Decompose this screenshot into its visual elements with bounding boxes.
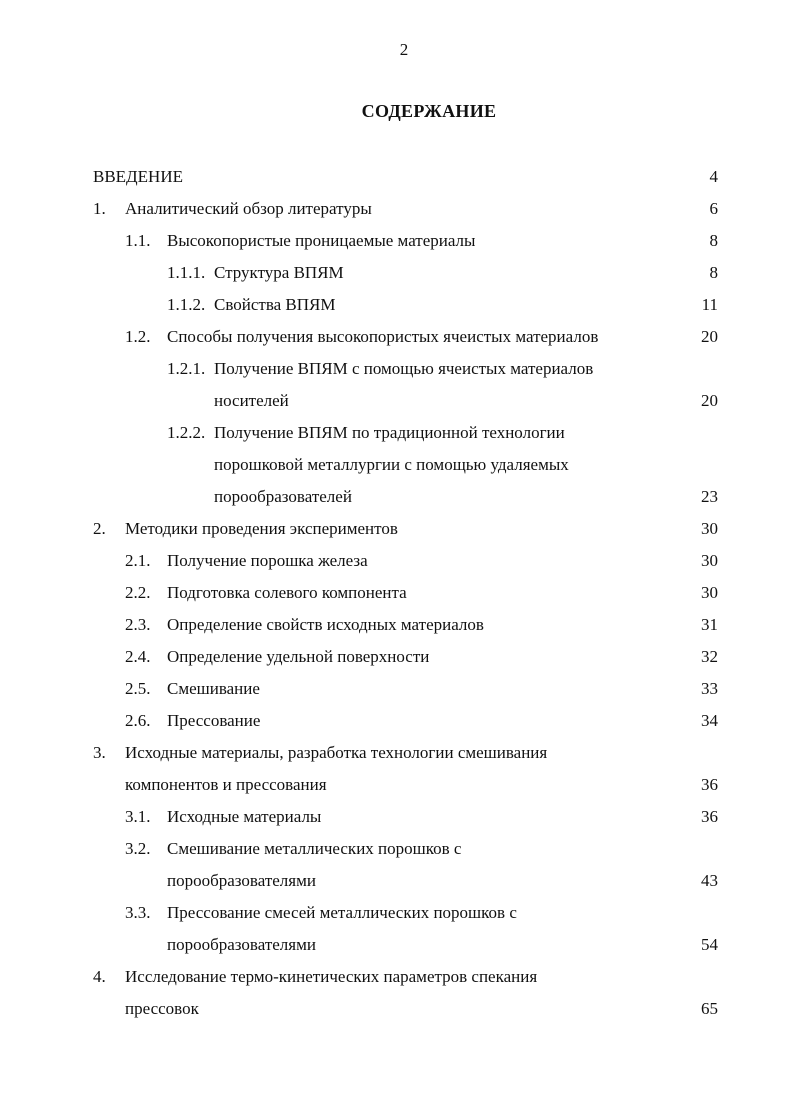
toc-entry-title: порообразователей [214, 487, 352, 506]
toc-entry-title: Исходные материалы, разработка технологии смешивания [125, 743, 548, 762]
toc-entry-number: 1.2.2. [167, 423, 206, 442]
toc-entry-title: Способы получения высокопористых ячеистых материалов [167, 327, 599, 346]
toc-entry-page: 34 [701, 711, 718, 730]
toc-entry-number: 1.2. [125, 327, 151, 346]
toc-entry-3-2-cont [0, 870, 792, 902]
toc-entry-3-cont [0, 774, 792, 806]
toc-entry-1-2-2-cont [0, 454, 792, 486]
toc-entry-title: Определение свойств исходных материалов [167, 615, 484, 634]
toc-entry-title: Смешивание [167, 679, 260, 698]
toc-entry-3 [0, 742, 792, 774]
toc-entry-title: Подготовка солевого компонента [167, 583, 407, 602]
toc-entry-1-2-2-cont2 [0, 486, 792, 518]
toc-entry-page: 30 [701, 551, 718, 570]
toc-entry-3-2 [0, 838, 792, 870]
toc-entry-title: Получение ВПЯМ с помощью ячеистых материалов [214, 359, 594, 378]
toc-entry-page: 11 [701, 295, 718, 314]
toc-entry-title: компонентов и прессования [125, 775, 327, 794]
toc-entry-number: 2.3. [125, 615, 151, 634]
toc-entry-number: 1.1.1. [167, 263, 206, 282]
toc-entry-page: 23 [701, 487, 718, 506]
toc-entry-page: 4 [709, 167, 718, 186]
toc-entry-2-2 [0, 582, 792, 614]
toc-entry-title: Исследование термо-кинетических параметров спекания [125, 967, 538, 986]
toc-entry-number: 3.1. [125, 807, 151, 826]
toc-entry-page: 20 [701, 391, 718, 410]
toc-entry-title: Прессование смесей металлических порошков с [167, 903, 517, 922]
toc-entry-page: 54 [701, 935, 718, 954]
toc-entry-page: 32 [701, 647, 718, 666]
toc-entry-title: прессовок [125, 999, 199, 1018]
toc-entry-intro [0, 166, 792, 198]
toc-entry-number: 2.2. [125, 583, 151, 602]
toc-entry-number: 2.5. [125, 679, 151, 698]
toc-entry-4 [0, 966, 792, 998]
toc-entry-1-2-2 [0, 422, 792, 454]
toc-entry-page: 8 [709, 263, 718, 282]
toc-entry-3-3 [0, 902, 792, 934]
toc-entry-title: Получение ВПЯМ по традиционной технологии [214, 423, 565, 442]
toc-entry-2-6 [0, 710, 792, 742]
toc-entry-4-cont [0, 998, 792, 1030]
toc-entry-number: 4. [93, 967, 106, 986]
toc-entry-title: Структура ВПЯМ [214, 263, 344, 282]
toc-entry-number: 1. [93, 199, 106, 218]
toc-entry-title: порообразователями [167, 871, 316, 890]
toc-entry-page: 30 [701, 583, 718, 602]
toc-entry-title: Свойства ВПЯМ [214, 295, 336, 314]
toc-entry-page: 8 [709, 231, 718, 250]
toc-entry-title: Смешивание металлических порошков с [167, 839, 462, 858]
toc-entry-2 [0, 518, 792, 550]
toc-entry-page: 36 [701, 807, 718, 826]
toc-entry-number: 1.2.1. [167, 359, 206, 378]
toc-entry-number: 2. [93, 519, 106, 538]
toc-entry-number: 3.2. [125, 839, 151, 858]
toc-entry-1-1 [0, 230, 792, 262]
toc-entry-page: 36 [701, 775, 718, 794]
toc-entry-number: 2.1. [125, 551, 151, 570]
toc-entry-1-2-1 [0, 358, 792, 390]
toc-entry-number: 2.4. [125, 647, 151, 666]
toc-entry-number: 1.1. [125, 231, 151, 250]
toc-entry-1-2 [0, 326, 792, 358]
toc-entry-page: 6 [709, 199, 718, 218]
toc-entry-2-1 [0, 550, 792, 582]
toc-entry-page: 65 [701, 999, 718, 1018]
toc-entry-1-1-2 [0, 294, 792, 326]
toc-entry-title: порообразователями [167, 935, 316, 954]
toc-entry-1 [0, 198, 792, 230]
toc-entry-title: носителей [214, 391, 289, 410]
toc-entry-number: 3. [93, 743, 106, 762]
toc-entry-number: 2.6. [125, 711, 151, 730]
toc-entry-title: Аналитический обзор литературы [125, 199, 372, 218]
toc-entry-title: Методики проведения экспериментов [125, 519, 398, 538]
toc-entry-title: Определение удельной поверхности [167, 647, 430, 666]
toc-entry-number: 3.3. [125, 903, 151, 922]
toc-entry-page: 30 [701, 519, 718, 538]
page-title: СОДЕРЖАНИЕ [361, 101, 497, 121]
toc-entry-2-3 [0, 614, 792, 646]
toc-entry-2-5 [0, 678, 792, 710]
toc-entry-page: 33 [701, 679, 718, 698]
toc-entry-number: 1.1.2. [167, 295, 206, 314]
toc-entry-2-4 [0, 646, 792, 678]
page-number: 2 [399, 40, 409, 59]
toc-entry-title: Исходные материалы [167, 807, 322, 826]
toc-entry-page: 43 [701, 871, 718, 890]
toc-entry-title: Получение порошка железа [167, 551, 368, 570]
toc-entry-page: 31 [701, 615, 718, 634]
toc-entry-title: Высокопористые проницаемые материалы [167, 231, 476, 250]
toc-entry-1-2-1-cont [0, 390, 792, 422]
toc-entry-1-1-1 [0, 262, 792, 294]
toc-entry-3-3-cont [0, 934, 792, 966]
toc-entry-3-1 [0, 806, 792, 838]
toc-entry-title: порошковой металлургии с помощью удаляемых [214, 455, 569, 474]
toc-entry-title: Прессование [167, 711, 261, 730]
toc-entry-page: 20 [701, 327, 718, 346]
toc-entry-title: ВВЕДЕНИЕ [93, 167, 183, 186]
